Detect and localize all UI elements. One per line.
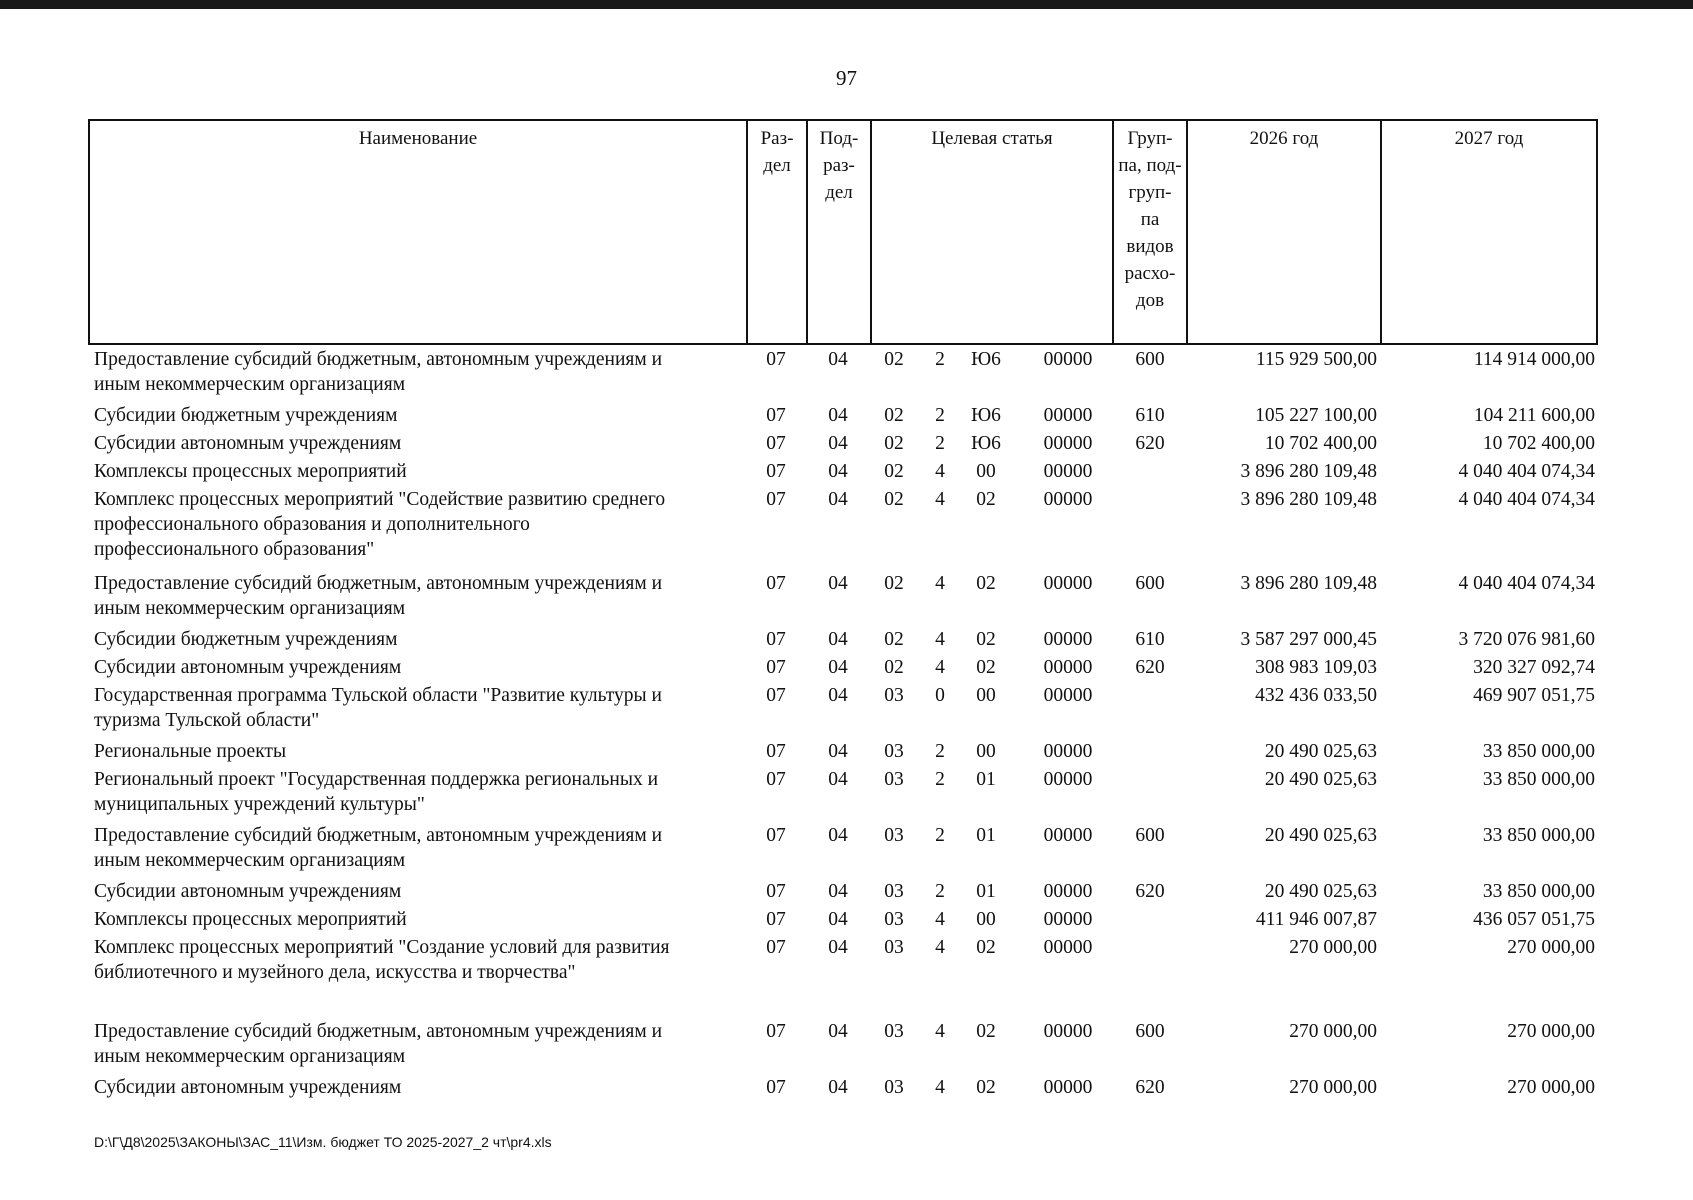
row-target-sub: 02 xyxy=(976,1021,996,1042)
row-target-sub: 01 xyxy=(976,825,996,846)
row-target-type: 4 xyxy=(935,657,945,678)
row-podrazdel: 04 xyxy=(828,909,848,930)
row-target-type: 2 xyxy=(935,349,945,370)
row-target-direction: 00000 xyxy=(1043,1077,1093,1098)
row-podrazdel: 04 xyxy=(828,657,848,678)
row-name-line: Предоставление субсидий бюджетным, автономным учреждениям и xyxy=(94,1021,663,1042)
row-expense-group: 600 xyxy=(1135,825,1165,846)
row-target-program: 02 xyxy=(884,405,904,426)
row-razdel: 07 xyxy=(766,1021,786,1042)
row-amount-2026: 3 896 280 109,48 xyxy=(1240,461,1377,482)
row-podrazdel: 04 xyxy=(828,1077,848,1098)
row-name-line: Комплексы процессных мероприятий xyxy=(94,461,407,482)
file-path-footer: D:\Г\Д8\2025\ЗАКОНЫ\ЗАС_11\Изм. бюджет ТО 2025-2027_2 чт\pr4.xls xyxy=(94,1134,552,1150)
row-razdel: 07 xyxy=(766,1077,786,1098)
row-name xyxy=(94,571,734,621)
row-target-program: 02 xyxy=(884,349,904,370)
row-razdel: 07 xyxy=(766,349,786,370)
row-amount-2027: 33 850 000,00 xyxy=(1482,741,1595,762)
row-target-type: 4 xyxy=(935,573,945,594)
row-razdel: 07 xyxy=(766,573,786,594)
row-name xyxy=(94,431,734,456)
row-name-line: Предоставление субсидий бюджетным, автономным учреждениям и xyxy=(94,573,663,594)
row-name xyxy=(94,487,734,562)
row-amount-2026: 20 490 025,63 xyxy=(1264,769,1377,790)
row-name-line: иным некоммерческим организациям xyxy=(94,850,406,871)
row-amount-2027: 270 000,00 xyxy=(1507,1077,1595,1098)
row-name-line: Комплекс процессных мероприятий "Содействие развитию среднего xyxy=(94,489,666,510)
row-name xyxy=(94,459,734,484)
row-podrazdel: 04 xyxy=(828,629,848,650)
row-expense-group: 620 xyxy=(1135,433,1165,454)
row-target-direction: 00000 xyxy=(1043,573,1093,594)
row-name-line: Субсидии автономным учреждениям xyxy=(94,1077,402,1098)
row-name xyxy=(94,823,734,873)
row-razdel: 07 xyxy=(766,741,786,762)
row-name-line: Предоставление субсидий бюджетным, автономным учреждениям и xyxy=(94,825,663,846)
row-expense-group: 620 xyxy=(1135,657,1165,678)
row-razdel: 07 xyxy=(766,769,786,790)
row-podrazdel: 04 xyxy=(828,741,848,762)
table-header xyxy=(88,119,1598,345)
row-name xyxy=(94,1019,734,1069)
row-target-type: 2 xyxy=(935,741,945,762)
row-target-direction: 00000 xyxy=(1043,937,1093,958)
row-amount-2026: 3 587 297 000,45 xyxy=(1240,629,1377,650)
row-amount-2027: 3 720 076 981,60 xyxy=(1458,629,1595,650)
row-target-program: 02 xyxy=(884,629,904,650)
row-target-type: 2 xyxy=(935,769,945,790)
row-expense-group: 600 xyxy=(1135,573,1165,594)
row-name-line: Субсидии бюджетным учреждениям xyxy=(94,629,398,650)
row-name xyxy=(94,879,734,904)
row-razdel: 07 xyxy=(766,461,786,482)
row-podrazdel: 04 xyxy=(828,1021,848,1042)
row-target-direction: 00000 xyxy=(1043,881,1093,902)
row-target-direction: 00000 xyxy=(1043,769,1093,790)
row-amount-2027: 469 907 051,75 xyxy=(1473,685,1595,706)
row-amount-2026: 270 000,00 xyxy=(1289,1021,1377,1042)
row-razdel: 07 xyxy=(766,657,786,678)
row-target-type: 4 xyxy=(935,461,945,482)
page-number: 97 xyxy=(836,66,857,90)
row-amount-2027: 4 040 404 074,34 xyxy=(1458,461,1595,482)
row-podrazdel: 04 xyxy=(828,349,848,370)
row-target-sub: 00 xyxy=(976,909,996,930)
row-name-line: Субсидии автономным учреждениям xyxy=(94,433,402,454)
row-name xyxy=(94,739,734,764)
row-target-sub: 00 xyxy=(976,685,996,706)
row-target-program: 02 xyxy=(884,433,904,454)
row-amount-2026: 105 227 100,00 xyxy=(1255,405,1377,426)
row-target-direction: 00000 xyxy=(1043,741,1093,762)
row-name xyxy=(94,403,734,428)
row-name-line: Комплексы процессных мероприятий xyxy=(94,909,407,930)
row-target-direction: 00000 xyxy=(1043,825,1093,846)
row-amount-2026: 270 000,00 xyxy=(1289,1077,1377,1098)
header-razdel: Раз- дел xyxy=(760,128,794,176)
row-name-line: Субсидии бюджетным учреждениям xyxy=(94,405,398,426)
row-target-sub: 02 xyxy=(976,657,996,678)
row-name xyxy=(94,767,734,817)
row-target-sub: 02 xyxy=(976,1077,996,1098)
row-target-sub: Ю6 xyxy=(971,433,1001,454)
row-podrazdel: 04 xyxy=(828,769,848,790)
row-name-line: Предоставление субсидий бюджетным, автономным учреждениям и xyxy=(94,349,663,370)
row-podrazdel: 04 xyxy=(828,937,848,958)
row-amount-2027: 270 000,00 xyxy=(1507,1021,1595,1042)
row-amount-2027: 436 057 051,75 xyxy=(1473,909,1595,930)
row-target-program: 02 xyxy=(884,657,904,678)
row-name-line: Региональный проект "Государственная поддержка региональных и xyxy=(94,769,659,790)
row-target-direction: 00000 xyxy=(1043,629,1093,650)
row-expense-group: 600 xyxy=(1135,349,1165,370)
row-target-sub: 01 xyxy=(976,881,996,902)
row-name-line: Субсидии автономным учреждениям xyxy=(94,881,402,902)
row-target-direction: 00000 xyxy=(1043,349,1093,370)
row-name xyxy=(94,347,734,397)
row-amount-2026: 308 983 109,03 xyxy=(1255,657,1377,678)
row-target-sub: 02 xyxy=(976,629,996,650)
row-amount-2026: 432 436 033,50 xyxy=(1255,685,1377,706)
row-target-type: 2 xyxy=(935,825,945,846)
row-target-direction: 00000 xyxy=(1043,461,1093,482)
row-target-sub: 02 xyxy=(976,489,996,510)
row-name xyxy=(94,655,734,680)
row-amount-2026: 411 946 007,87 xyxy=(1255,909,1377,930)
row-podrazdel: 04 xyxy=(828,405,848,426)
row-amount-2027: 270 000,00 xyxy=(1507,937,1595,958)
row-name-line: Субсидии автономным учреждениям xyxy=(94,657,402,678)
row-razdel: 07 xyxy=(766,937,786,958)
row-target-direction: 00000 xyxy=(1043,489,1093,510)
row-target-sub: 01 xyxy=(976,769,996,790)
row-target-sub: Ю6 xyxy=(971,405,1001,426)
header-2026: 2026 год xyxy=(1249,128,1319,149)
row-target-type: 4 xyxy=(935,489,945,510)
row-amount-2027: 33 850 000,00 xyxy=(1482,825,1595,846)
row-podrazdel: 04 xyxy=(828,489,848,510)
row-target-program: 02 xyxy=(884,573,904,594)
row-amount-2027: 4 040 404 074,34 xyxy=(1458,573,1595,594)
row-razdel: 07 xyxy=(766,405,786,426)
row-target-sub: 00 xyxy=(976,461,996,482)
row-target-program: 03 xyxy=(884,881,904,902)
row-target-program: 03 xyxy=(884,1021,904,1042)
row-expense-group: 620 xyxy=(1135,1077,1165,1098)
row-amount-2026: 115 929 500,00 xyxy=(1255,349,1377,370)
row-target-direction: 00000 xyxy=(1043,405,1093,426)
row-name-line: муниципальных учреждений культуры" xyxy=(94,794,425,815)
header-2027: 2027 год xyxy=(1454,128,1524,149)
row-podrazdel: 04 xyxy=(828,825,848,846)
row-target-program: 03 xyxy=(884,1077,904,1098)
row-target-type: 0 xyxy=(935,685,945,706)
row-amount-2026: 10 702 400,00 xyxy=(1264,433,1377,454)
row-expense-group: 610 xyxy=(1135,629,1165,650)
row-target-program: 02 xyxy=(884,461,904,482)
scan-top-border xyxy=(0,0,1693,9)
row-name-line: иным некоммерческим организациям xyxy=(94,374,406,395)
row-expense-group: 600 xyxy=(1135,1021,1165,1042)
row-amount-2026: 20 490 025,63 xyxy=(1264,825,1377,846)
row-name xyxy=(94,683,734,733)
row-podrazdel: 04 xyxy=(828,881,848,902)
row-amount-2026: 270 000,00 xyxy=(1289,937,1377,958)
row-amount-2027: 320 327 092,74 xyxy=(1473,657,1595,678)
row-name xyxy=(94,627,734,652)
row-target-sub: Ю6 xyxy=(971,349,1001,370)
header-podrazdel: Под- раз- дел xyxy=(819,128,859,203)
row-amount-2026: 20 490 025,63 xyxy=(1264,741,1377,762)
row-name-line: иным некоммерческим организациям xyxy=(94,598,406,619)
row-expense-group: 610 xyxy=(1135,405,1165,426)
row-razdel: 07 xyxy=(766,489,786,510)
row-target-type: 2 xyxy=(935,405,945,426)
row-razdel: 07 xyxy=(766,909,786,930)
row-amount-2026: 3 896 280 109,48 xyxy=(1240,573,1377,594)
row-target-direction: 00000 xyxy=(1043,657,1093,678)
row-target-program: 03 xyxy=(884,685,904,706)
row-target-type: 4 xyxy=(935,937,945,958)
row-name-line: туризма Тульской области" xyxy=(94,710,320,731)
row-podrazdel: 04 xyxy=(828,685,848,706)
row-amount-2027: 33 850 000,00 xyxy=(1482,881,1595,902)
header-celevaya-statya: Целевая статья xyxy=(931,128,1053,149)
row-target-direction: 00000 xyxy=(1043,1021,1093,1042)
row-target-type: 4 xyxy=(935,629,945,650)
row-razdel: 07 xyxy=(766,881,786,902)
row-name-line: профессионального образования" xyxy=(94,539,375,560)
row-target-sub: 00 xyxy=(976,741,996,762)
row-target-type: 2 xyxy=(935,433,945,454)
row-target-program: 03 xyxy=(884,937,904,958)
row-target-direction: 00000 xyxy=(1043,433,1093,454)
row-name xyxy=(94,1075,734,1100)
row-target-program: 03 xyxy=(884,909,904,930)
row-amount-2027: 10 702 400,00 xyxy=(1482,433,1595,454)
row-target-sub: 02 xyxy=(976,573,996,594)
row-name xyxy=(94,907,734,932)
row-target-program: 03 xyxy=(884,741,904,762)
row-podrazdel: 04 xyxy=(828,461,848,482)
row-name-line: Региональные проекты xyxy=(94,741,287,762)
row-target-direction: 00000 xyxy=(1043,685,1093,706)
row-name-line: Комплекс процессных мероприятий "Создание условий для развития xyxy=(94,937,670,958)
row-podrazdel: 04 xyxy=(828,433,848,454)
row-amount-2027: 114 914 000,00 xyxy=(1473,349,1595,370)
row-target-program: 02 xyxy=(884,489,904,510)
row-target-program: 03 xyxy=(884,825,904,846)
row-name xyxy=(94,935,734,985)
row-name-line: профессионального образования и дополнительного xyxy=(94,514,530,535)
row-amount-2027: 33 850 000,00 xyxy=(1482,769,1595,790)
row-amount-2026: 3 896 280 109,48 xyxy=(1240,489,1377,510)
row-expense-group: 620 xyxy=(1135,881,1165,902)
row-razdel: 07 xyxy=(766,433,786,454)
row-target-sub: 02 xyxy=(976,937,996,958)
row-razdel: 07 xyxy=(766,825,786,846)
row-razdel: 07 xyxy=(766,629,786,650)
row-target-program: 03 xyxy=(884,769,904,790)
row-target-type: 4 xyxy=(935,1077,945,1098)
row-name-line: иным некоммерческим организациям xyxy=(94,1046,406,1067)
row-target-direction: 00000 xyxy=(1043,909,1093,930)
row-amount-2027: 104 211 600,00 xyxy=(1473,405,1595,426)
row-razdel: 07 xyxy=(766,685,786,706)
row-target-type: 4 xyxy=(935,1021,945,1042)
row-podrazdel: 04 xyxy=(828,573,848,594)
row-target-type: 2 xyxy=(935,881,945,902)
row-amount-2026: 20 490 025,63 xyxy=(1264,881,1377,902)
header-gruppa: Груп- па, под- груп- па видов расхо- дов xyxy=(1118,128,1182,311)
row-target-type: 4 xyxy=(935,909,945,930)
row-name-line: библиотечного и музейного дела, искусства и творчества" xyxy=(94,962,576,983)
row-name-line: Государственная программа Тульской области "Развитие культуры и xyxy=(94,685,662,706)
header-name: Наименование xyxy=(358,128,478,149)
row-amount-2027: 4 040 404 074,34 xyxy=(1458,489,1595,510)
